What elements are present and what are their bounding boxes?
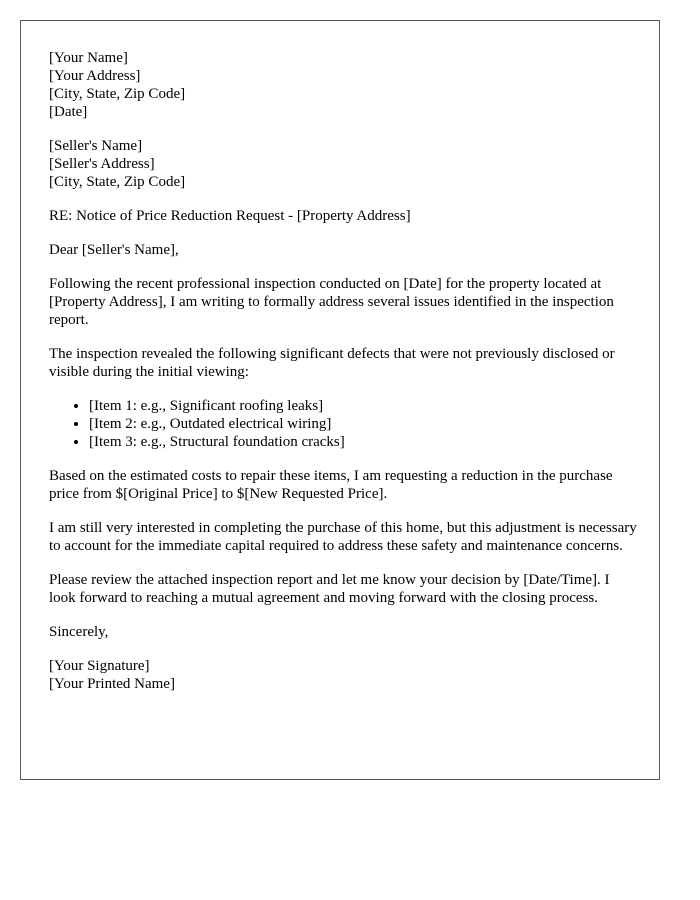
sender-address: [Your Address] [49,68,141,84]
recipient-city-state-zip: [City, State, Zip Code] [49,174,186,190]
defect-list [49,397,639,451]
recipient-address: [Seller's Address] [49,156,155,172]
recipient-name: [Seller's Name] [49,138,143,154]
signature-line: [Your Signature] [49,658,150,674]
interest-paragraph: I am still very interested in completing the purchase of this home, but this adjustment is necessary to account for the immediate capital required to address these safety and maintenance concerns. [49,520,637,554]
defects-intro-paragraph: The inspection revealed the following significant defects that were not previously disclosed or visible during the initial viewing: [49,346,615,380]
salutation: Dear [Seller's Name], [49,242,179,258]
defect-item: • [Item 3: e.g., Structural foundation cracks] [89,433,639,451]
signoff: Sincerely, [49,624,109,640]
request-paragraph: Based on the estimated costs to repair these items, I am requesting a reduction in the purchase price from $[Original Price] to $[New Requested Price]. [49,468,613,502]
closing-paragraph: Please review the attached inspection report and let me know your decision by [Date/Time]. I look forward to reaching a mutual agreement and moving forward with the closing process. [49,572,610,606]
defect-item: • [Item 2: e.g., Outdated electrical wiring] [89,415,639,433]
letter-body [49,49,639,709]
sender-city-state-zip: [City, State, Zip Code] [49,86,186,102]
sender-name: [Your Name] [49,50,128,66]
intro-paragraph: Following the recent professional inspection conducted on [Date] for the property located at [Property Address], I am writing to formally address several issues identified in the inspection report. [49,276,614,328]
signature-block [49,657,639,693]
letter-date: [Date] [49,104,88,120]
defect-item: • [Item 1: e.g., Significant roofing leaks] [89,397,639,415]
recipient-block [49,137,639,191]
printed-name-line: [Your Printed Name] [49,676,175,692]
sender-block [49,49,639,121]
subject-line: RE: Notice of Price Reduction Request - [Property Address] [49,208,411,224]
